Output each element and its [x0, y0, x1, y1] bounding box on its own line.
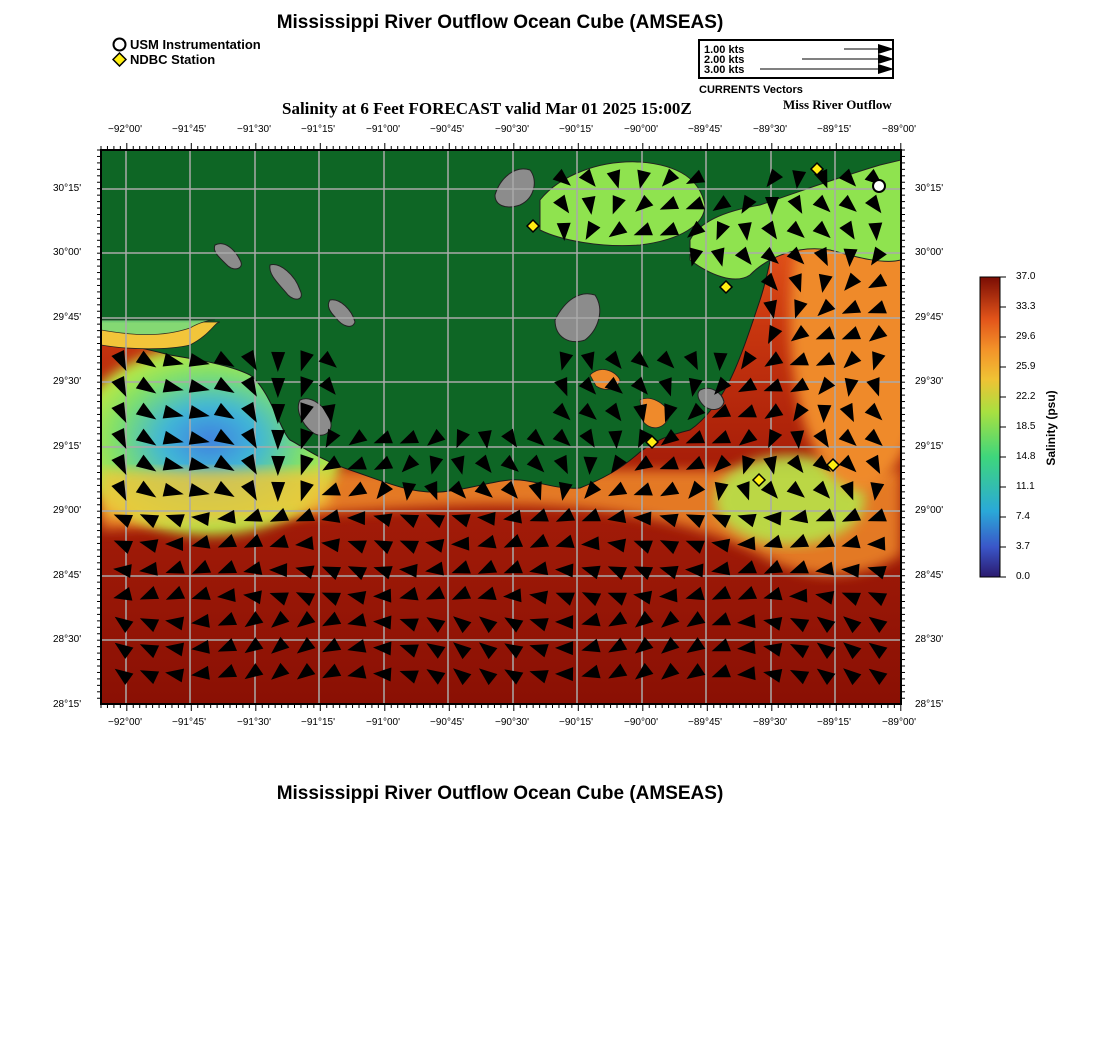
colorbar-ticks: [1000, 277, 1006, 577]
lon-tick-bottom: −91°15': [301, 717, 335, 728]
colorbar-tick-label: 11.1: [1016, 481, 1035, 492]
map-title-bottom: Mississippi River Outflow Ocean Cube (AMSEAS): [276, 783, 724, 804]
lon-tick-top: −92°00': [108, 124, 142, 135]
lon-tick-top: −90°30': [495, 124, 529, 135]
colorbar-tick-label: 7.4: [1016, 511, 1030, 522]
lat-tick-right: 30°15': [915, 183, 944, 194]
legend-ndbc-label: NDBC Station: [130, 52, 216, 67]
colorbar-tick-label: 37.0: [1016, 271, 1036, 282]
lat-tick-left: 28°45': [53, 570, 82, 581]
lat-tick-left: 30°00': [53, 247, 82, 258]
lon-tick-top: −90°45': [430, 124, 464, 135]
lon-tick-bottom: −89°00': [882, 717, 916, 728]
lat-tick-right: 29°45': [915, 312, 944, 323]
lon-tick-top: −91°00': [366, 124, 400, 135]
lon-tick-bottom: −89°45': [688, 717, 722, 728]
plot-subtitle: Salinity at 6 Feet FORECAST valid Mar 01 2025 15:00Z: [282, 99, 692, 118]
lat-tick-right: 29°00': [915, 505, 944, 516]
lon-tick-top: −91°30': [237, 124, 271, 135]
lat-tick-left: 29°00': [53, 505, 82, 516]
lon-tick-top: −91°15': [301, 124, 335, 135]
vector-key-label: CURRENTS Vectors: [699, 84, 803, 96]
lon-tick-top: −90°00': [624, 124, 658, 135]
lat-tick-left: 29°45': [53, 312, 82, 323]
lon-tick-bottom: −91°45': [172, 717, 206, 728]
lat-tick-left: 29°15': [53, 441, 82, 452]
colorbar-label: Salinity (psu): [1044, 390, 1058, 466]
lat-tick-left: 28°30': [53, 634, 82, 645]
lat-tick-right: 28°30': [915, 634, 944, 645]
lon-tick-bottom: −89°15': [817, 717, 851, 728]
lon-tick-bottom: −90°45': [430, 717, 464, 728]
usm-station-marker: [873, 180, 885, 192]
lon-tick-top: −89°15': [817, 124, 851, 135]
lon-tick-bottom: −90°30': [495, 717, 529, 728]
colorbar-tick-label: 18.5: [1016, 421, 1036, 432]
lon-tick-bottom: −91°00': [366, 717, 400, 728]
colorbar-tick-label: 33.3: [1016, 301, 1036, 312]
lat-tick-right: 29°15': [915, 441, 944, 452]
lon-tick-top: −89°45': [688, 124, 722, 135]
lat-tick-left: 30°15': [53, 183, 82, 194]
colorbar: [980, 277, 1000, 577]
lat-tick-left: 28°15': [53, 699, 82, 710]
lon-tick-bottom: −92°00': [108, 717, 142, 728]
vector-key-1: 1.00 kts: [704, 44, 745, 56]
lon-tick-top: −89°30': [753, 124, 787, 135]
colorbar-tick-label: 22.2: [1016, 391, 1036, 402]
colorbar-tick-label: 25.9: [1016, 361, 1036, 372]
colorbar-tick-label: 3.7: [1016, 541, 1030, 552]
region-label: Miss River Outflow: [783, 97, 892, 112]
lon-tick-bottom: −90°15': [559, 717, 593, 728]
lat-tick-left: 29°30': [53, 376, 82, 387]
legend-usm-label: USM Instrumentation: [130, 37, 261, 52]
map-title: Mississippi River Outflow Ocean Cube (AMSEAS): [276, 12, 724, 33]
colorbar-tick-label: 29.6: [1016, 331, 1036, 342]
lat-tick-right: 28°45': [915, 570, 944, 581]
lon-tick-bottom: −90°00': [624, 717, 658, 728]
lat-tick-right: 30°00': [915, 247, 944, 258]
lat-tick-right: 29°30': [915, 376, 944, 387]
lon-tick-top: −90°15': [559, 124, 593, 135]
lon-tick-bottom: −89°30': [753, 717, 787, 728]
colorbar-tick-label: 14.8: [1016, 451, 1036, 462]
lon-tick-top: −89°00': [882, 124, 916, 135]
vector-key-3: 3.00 kts: [704, 64, 745, 76]
lon-tick-bottom: −91°30': [237, 717, 271, 728]
lon-tick-top: −91°45': [172, 124, 206, 135]
colorbar-tick-label: 0.0: [1016, 571, 1030, 582]
lat-tick-right: 28°15': [915, 699, 944, 710]
vector-key-2: 2.00 kts: [704, 54, 745, 66]
